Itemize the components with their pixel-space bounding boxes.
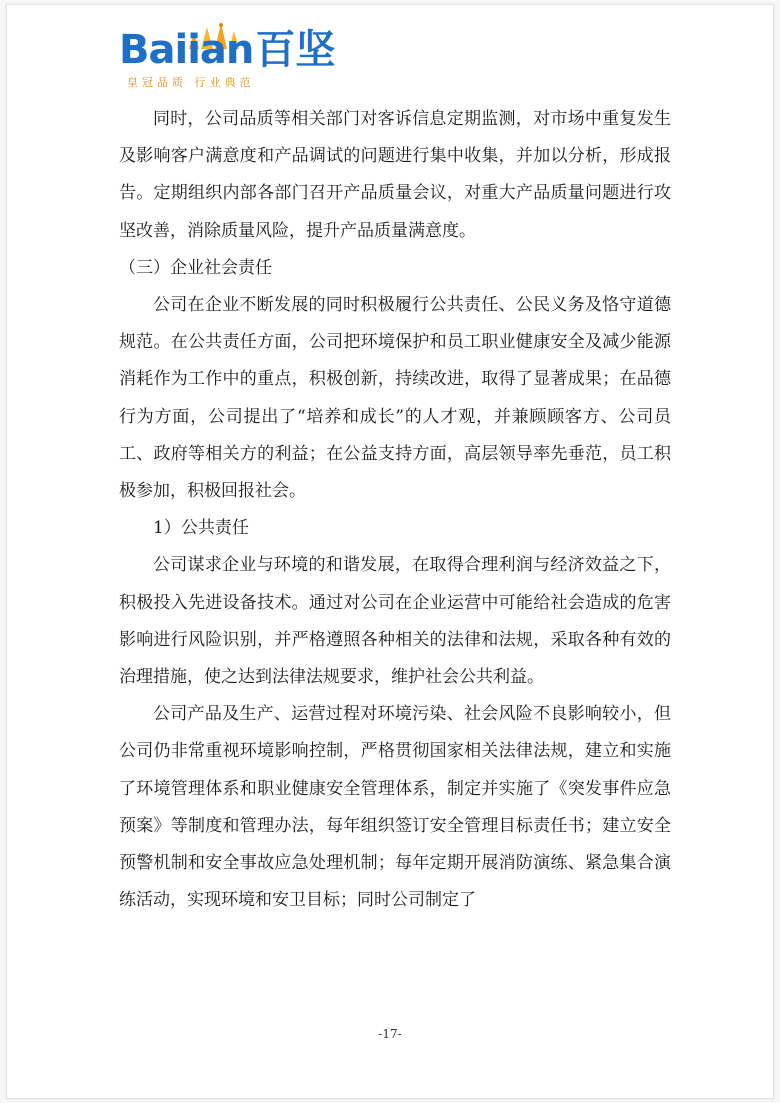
logo-slogan: 皇冠品质 行业典范	[127, 76, 255, 89]
document-body	[119, 101, 671, 919]
paragraph-harmonious-development: 公司谋求企业与环境的和谐发展，在取得合理利润与经济效益之下，积极投入先进设备技术。通过对公司在企业运营中可能给社会造成的危害影响进行风险识别，并严格遵照各种相关的法律和法规，采取各种有效的治理措施，使之达到法律法规要求，维护社会公共利益。	[119, 555, 671, 688]
page-number: -17-	[378, 1027, 402, 1041]
paragraph-environment-control: 公司产品及生产、运营过程对环境污染、社会风险不良影响较小，但公司仍非常重视环境影响控制，严格贯彻国家相关法律法规，建立和实施了环境管理体系和职业健康安全管理体系，制定并实施了《突发事件应急预案》等制度和管理办法，每年组织签订安全管理目标责任书；建立安全预警机制和安全事故应急处理机制；每年定期开展消防演练、紧急集合演练活动，实现环境和安卫目标；同时公司制定了	[119, 704, 671, 911]
company-logo	[119, 27, 379, 97]
logo-brand-cn: 百坚	[255, 27, 336, 73]
subsection-heading-public-responsibility: 1）公共责任	[153, 518, 249, 539]
paragraph-quality-monitoring: 同时，公司品质等相关部门对客诉信息定期监测，对市场中重复发生及影响客户满意度和产品调试的问题进行集中收集，并加以分析，形成报告。定期组织内部各部门召开产品质量会议，对重大产品质量问题进行攻坚改善，消除质量风险，提升产品质量满意度。	[119, 109, 671, 241]
logo-wordmark	[119, 27, 335, 73]
logo-brand-latin: Baiian	[119, 27, 254, 73]
section-heading-social-responsibility: （三）企业社会责任	[119, 257, 272, 278]
document-page	[6, 4, 774, 1099]
paragraph-social-responsibility: 公司在企业不断发展的同时积极履行公共责任、公民义务及恪守道德规范。在公共责任方面，公司把环境保护和员工职业健康安全及减少能源消耗作为工作中的重点，积极创新，持续改进，取得了显著成果；在品德行为方面，公司提出了“培养和成长”的人才观，并兼顾顾客方、公司员工、政府等相关方的利益；在公益支持方面，高层领导率先垂范，员工积极参加，积极回报社会。	[119, 295, 671, 502]
